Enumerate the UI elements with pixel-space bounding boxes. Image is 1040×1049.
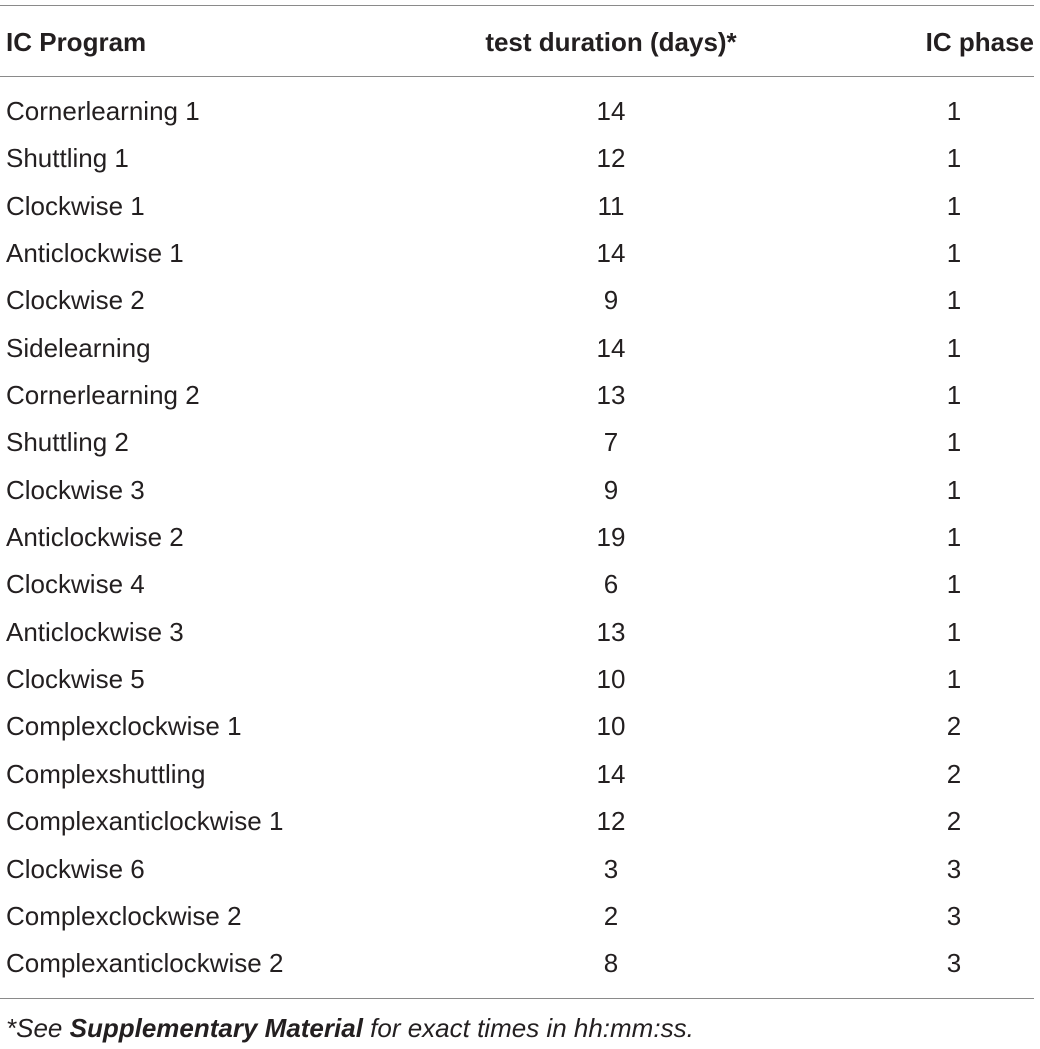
cell-ic-program: Cornerlearning 2 [6, 380, 200, 411]
cell-ic-phase: 1 [946, 427, 962, 458]
cell-test-duration: 13 [596, 616, 626, 647]
cell-ic-program: Sidelearning [6, 332, 151, 363]
footnote-prefix: *See [6, 1013, 70, 1043]
cell-ic-phase: 1 [946, 474, 962, 505]
cell-ic-phase: 1 [946, 522, 962, 553]
cell-ic-phase: 3 [946, 900, 962, 931]
cell-test-duration: 10 [596, 711, 626, 742]
table-row [0, 419, 1034, 466]
cell-ic-program: Shuttling 1 [6, 143, 129, 174]
cell-ic-phase: 1 [946, 143, 962, 174]
table-row [0, 940, 1034, 987]
cell-ic-program: Complexclockwise 1 [6, 711, 242, 742]
table-top-rule [0, 5, 1034, 6]
cell-ic-phase: 2 [946, 711, 962, 742]
table-row [0, 277, 1034, 324]
table-row [0, 751, 1034, 798]
cell-test-duration: 3 [603, 853, 619, 884]
table-footnote [6, 1010, 694, 1046]
cell-test-duration: 19 [596, 522, 626, 553]
cell-ic-phase: 3 [946, 853, 962, 884]
table-header-row [0, 22, 1034, 62]
cell-ic-phase: 1 [946, 96, 962, 126]
table-row [0, 135, 1034, 182]
table-row [0, 703, 1034, 750]
cell-ic-program: Complexanticlockwise 1 [6, 806, 284, 837]
table-row [0, 467, 1034, 514]
cell-test-duration: 10 [596, 664, 626, 695]
cell-ic-program: Clockwise 3 [6, 474, 145, 505]
cell-test-duration: 9 [603, 474, 619, 505]
cell-test-duration: 11 [597, 190, 625, 221]
cell-ic-phase: 3 [946, 948, 962, 979]
cell-test-duration: 14 [596, 758, 626, 789]
table-row [0, 325, 1034, 372]
table-row [0, 372, 1034, 419]
cell-ic-phase: 1 [946, 332, 962, 363]
cell-ic-phase: 1 [946, 190, 962, 221]
cell-ic-program: Complexshuttling [6, 758, 206, 789]
cell-test-duration: 8 [603, 948, 619, 979]
cell-test-duration: 12 [596, 806, 626, 837]
header-test-duration: test duration (days)* [485, 27, 737, 57]
footnote-emphasis: Supplementary Material [69, 1013, 363, 1043]
cell-test-duration: 7 [603, 427, 619, 458]
table-row [0, 514, 1034, 561]
cell-test-duration: 12 [596, 143, 626, 174]
table-bottom-rule [0, 998, 1034, 999]
cell-ic-phase: 1 [946, 664, 962, 695]
table-header-rule [0, 76, 1034, 77]
cell-test-duration: 2 [603, 900, 619, 931]
table-row [0, 656, 1034, 703]
cell-ic-program: Anticlockwise 3 [6, 616, 184, 647]
table-row [0, 846, 1034, 893]
cell-ic-phase: 1 [946, 380, 962, 411]
header-ic-program: IC Program [6, 27, 147, 57]
table-row [0, 183, 1034, 230]
cell-ic-program: Clockwise 1 [6, 190, 145, 221]
cell-test-duration: 9 [603, 285, 619, 316]
header-ic-phase: IC phase [925, 27, 1034, 57]
cell-ic-phase: 1 [946, 285, 962, 316]
cell-ic-program: Clockwise 5 [6, 664, 145, 695]
table-row [0, 230, 1034, 277]
table-row [0, 798, 1034, 845]
cell-ic-program: Anticlockwise 1 [6, 238, 184, 269]
table-row [0, 561, 1034, 608]
cell-ic-phase: 1 [946, 616, 962, 647]
cell-ic-program: Complexclockwise 2 [6, 900, 242, 931]
cell-ic-program: Complexanticlockwise 2 [6, 948, 284, 979]
cell-ic-program: Clockwise 6 [6, 853, 145, 884]
cell-ic-phase: 2 [946, 806, 962, 837]
cell-ic-phase: 2 [946, 758, 962, 789]
cell-ic-phase: 1 [946, 569, 962, 600]
table-row [0, 609, 1034, 656]
cell-test-duration: 14 [596, 238, 626, 269]
cell-test-duration: 6 [603, 569, 619, 600]
cell-test-duration: 13 [596, 380, 626, 411]
cell-ic-program: Shuttling 2 [6, 427, 129, 458]
cell-ic-program: Clockwise 4 [6, 569, 145, 600]
cell-ic-program: Anticlockwise 2 [6, 522, 184, 553]
cell-test-duration: 14 [596, 96, 626, 126]
cell-ic-program: Clockwise 2 [6, 285, 145, 316]
table-body [0, 88, 1034, 988]
footnote-suffix: for exact times in hh:mm:ss. [362, 1013, 694, 1043]
cell-ic-program: Cornerlearning 1 [6, 96, 200, 126]
table-row [0, 893, 1034, 940]
cell-ic-phase: 1 [946, 238, 962, 269]
table-row [0, 88, 1034, 135]
cell-test-duration: 14 [596, 332, 626, 363]
